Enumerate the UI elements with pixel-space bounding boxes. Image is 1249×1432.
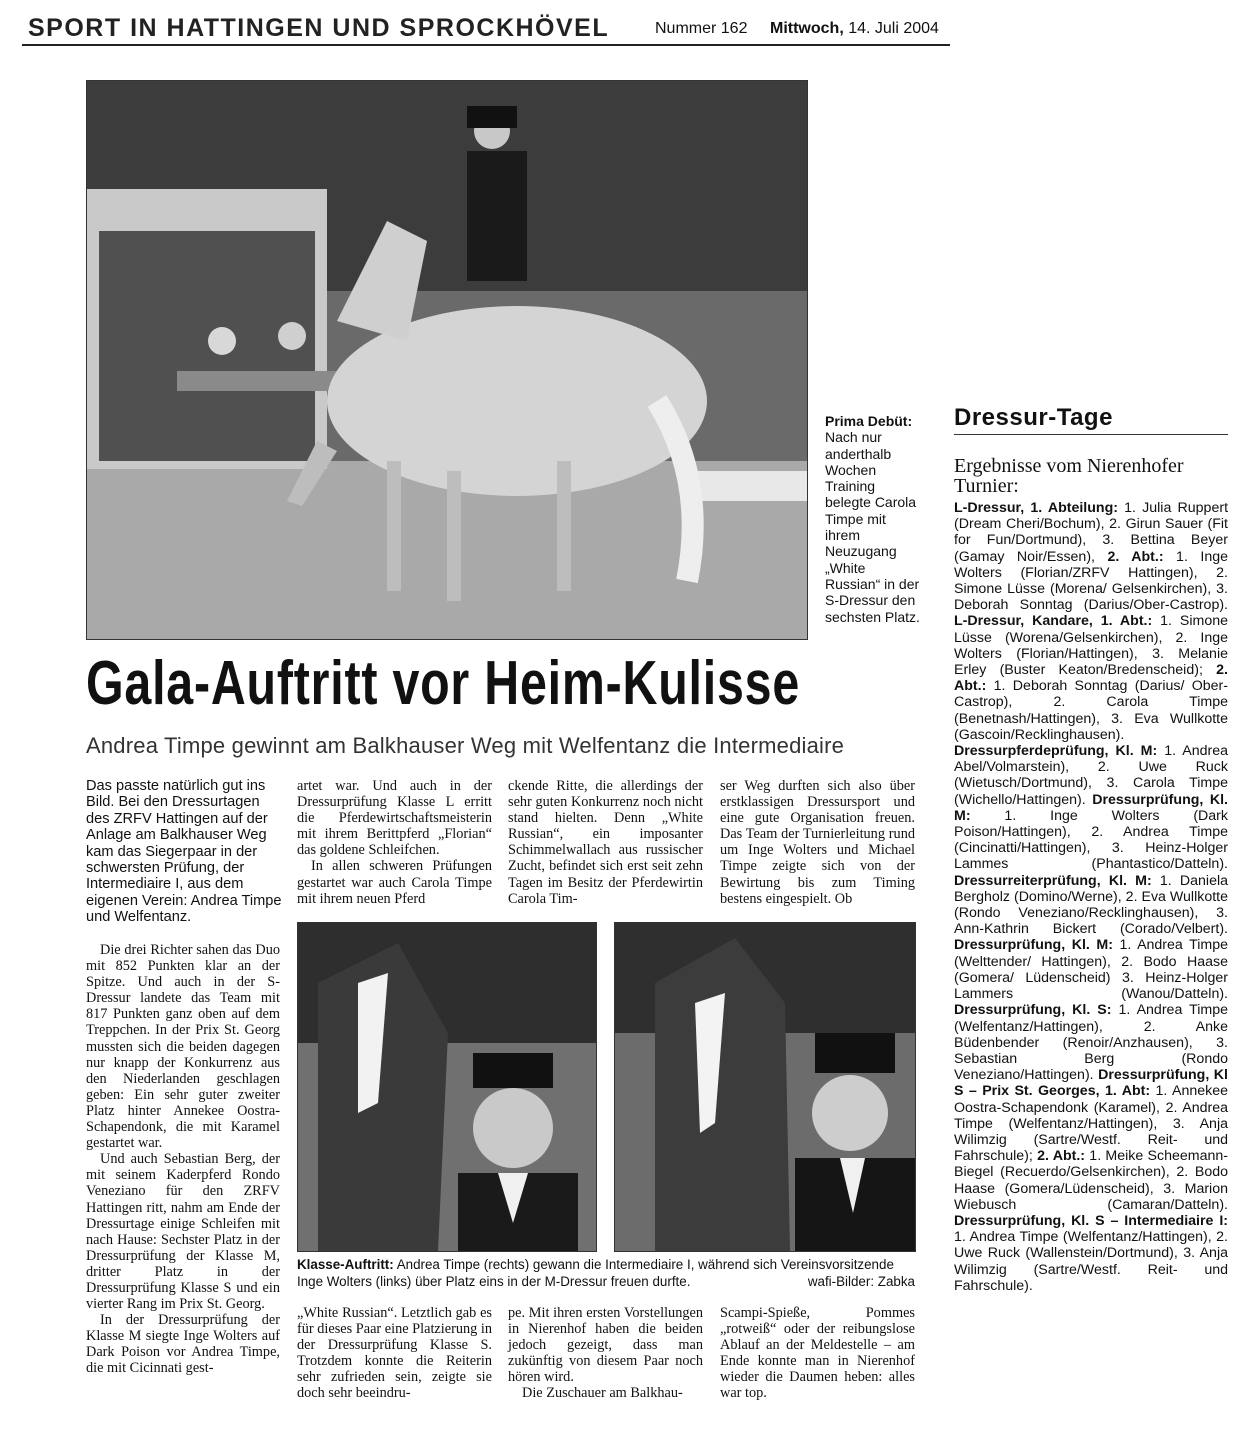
result-text: 1. Andrea Timpe (Welfentanz/Hattingen), 2. Uwe Ruck (Wallenstein/Dortmund), 3. Anja Wilimzig (Sartre/Westf. Reit- und Fahrschule). [954, 1229, 1228, 1294]
col1-paragraph-2: Und auch Sebastian Berg, der mit seinem Kaderpferd Rondo Veneziano für den ZRFV Hattingen ritt, nahm am Ende der Dressurtage einige Schleifen mit nach Hause: Sechster Platz in der Dressurprüfung der Klasse M, dritter Platz in der Dressurprüfung Klasse S und ein vierter Rang im Prix St. Georg. [86, 1151, 280, 1313]
result-text: 1. Meike Scheemann-Biegel (Recuerdo/Gelsenkirchen), 2. Bodo Haase (Gomera/Lüdenscheid), 3. Marion Wiebusch (Camaran/Datteln). [954, 1148, 1228, 1213]
result-heading: 2. Abt.: [954, 662, 1228, 695]
lead-paragraph: Das passte natürlich gut ins Bild. Bei den Dressurtagen des ZRFV Hattingen auf der Anlage am Balkhauser Weg kam das Siegerpaar in der schwersten Prüfung, der Intermediaire I, aus dem eigenen Verein: Andrea Timpe und Welfentanz. [86, 778, 282, 926]
col2-paragraph-1: artet war. Und auch in der Dressurprüfung Klasse L erritt die Pferdewirtschaftsmeisterin mit ihrem Berittpferd „Florian“ das goldene Schleifchen. [297, 778, 492, 859]
result-heading: L-Dressur, 1. Abteilung: [954, 500, 1118, 516]
result-text: 1. Daniela Bergholz (Domino/Werne), 2. Eva Wullkotte (Rondo Veneziano/Recklinghausen), 3. Ann-Kathrin Bickert (Corado/Velbert). [954, 872, 1228, 938]
main-photo [86, 80, 808, 640]
result-text: 1. Deborah Sonntag (Darius/ Ober-Castrop), 2. Carola Timpe (Benetnash/Hattingen), 3. Eva Wullkotte (Gascoin/Recklinghausen). [954, 678, 1228, 743]
main-photo-graphic [87, 81, 807, 639]
main-caption-bold: Prima Debüt: [825, 413, 913, 429]
result-heading: 2. Abt.: [1037, 1148, 1086, 1165]
bottom-caption-text: Andrea Timpe (rechts) gewann die Intermediaire I, während sich Vereinsvorsitzende Inge Wolters (links) über Platz eins in der M-Dressur freuen durfte. [297, 1257, 894, 1289]
bottom-photo-right [614, 922, 916, 1252]
sidebar-results [954, 500, 1228, 1294]
issue-number: Nummer 162 [655, 20, 748, 37]
result-heading: Dressurprüfung, Kl. S – Intermediaire I: [954, 1212, 1228, 1229]
result-heading: Dressurprüfung, Kl. M: [954, 791, 1228, 824]
result-text: 1. Annekee Oostra-Schapendonk (Karamel), 2. Andrea Timpe (Welfentanz/Hattingen), 3. Anja Wilimzig (Sartre/Westf. Reit- und Fahrschule); [954, 1083, 1228, 1165]
result-heading: Dressurreiterprüfung, Kl. M: [954, 872, 1152, 889]
result-text: 1. Andrea Timpe (Welttender/ Hattingen), 2. Bodo Haase (Gomera/ Lüdenscheid) 3. Heinz-Holger Lammers (Wanou/Datteln). [954, 937, 1228, 1003]
col3-paragraph-2: pe. Mit ihren ersten Vorstellungen in Nierenhof haben die beiden jedoch gezeigt, dass man zukünftig von diesem Paar noch hören wird. [508, 1305, 703, 1386]
subheadline: Andrea Timpe gewinnt am Balkhauser Weg mit Welfentanz die Intermediaire [86, 733, 845, 758]
article-column-2-top [297, 778, 492, 907]
bottom-photo-caption [297, 1256, 915, 1290]
article-column-4-top [720, 778, 915, 907]
issue-date [770, 20, 939, 38]
date: 14. Juli 2004 [848, 20, 939, 37]
section-title: SPORT IN HATTINGEN UND SPROCKHÖVEL [28, 14, 610, 42]
article-column-1 [86, 942, 280, 1377]
sidebar-intro: Ergebnisse vom Nierenhofer Turnier: [954, 455, 1184, 497]
article-column-2-bottom [297, 1305, 492, 1402]
result-text: 1. Simone Lüsse (Worena/Gelsenkirchen), 2. Inge Wolters (Florian/Hattingen), 3. Melanie Erley (Buster Keaton/Bredenscheid); [954, 613, 1228, 679]
col2-paragraph-2: In allen schweren Prüfungen gestartet war auch Carola Timpe mit ihrem neuen Pferd [297, 858, 492, 907]
col3-paragraph-1: ckende Ritte, die allerdings der sehr guten Konkurrenz noch nicht stand hielten. Denn „White Russian“, ein imposanter Schimmelwallach aus russischer Zucht, befindet sich erst seit zehn Tagen im Besitz der Pferdewirtin Carola Tim- [508, 778, 703, 907]
col1-paragraph-1: Die drei Richter sahen das Duo mit 852 Punkten klar an der Spitze. Und auch in der S-Dressur landete das Team mit 817 Punkten ganz oben auf dem Treppchen. In der Prix St. Georg mussten sich die beiden dagegen nur knapp der Konkurrenz aus den Niederlanden geschlagen geben: Ein sehr guter zweiter Platz hinter Annekee Oostra-Schapendonk, die mit Karamel gestartet war. [86, 942, 280, 1152]
result-text: 1. Andrea Abel/Volmarstein), 2. Uwe Ruck (Wietusch/Dortmund), 3. Carola Timpe (Wichello/Hattingen). [954, 743, 1228, 808]
article-column-3-bottom [508, 1305, 703, 1402]
main-caption-text: Nach nur anderthalb Wochen Training belegte Carola Timpe mit ihrem Neuzugang „White Russian“ in der S-Dressur den sechsten Platz. [825, 429, 920, 625]
sidebar-rule [954, 434, 1228, 435]
article-column-4-bottom [720, 1305, 915, 1402]
result-heading: Dressurprüfung, Kl S – Prix St. Georges, 1. Abt: [954, 1067, 1228, 1100]
sidebar-title: Dressur-Tage [954, 404, 1113, 431]
result-heading: Dressurprüfung, Kl. M: [954, 937, 1113, 954]
header-rule [22, 44, 950, 46]
result-heading: Dressurprüfung, Kl. S: [954, 1002, 1112, 1019]
result-text: 1. Julia Ruppert (Dream Cheri/Bochum), 2. Girun Sauer (Fit for Fun/Dortmund), 3. Bettina Beyer (Gamay Noir/Essen), [954, 500, 1229, 565]
col2-paragraph-3: „White Russian“. Letztlich gab es für dieses Paar eine Platzierung in der Dressurprüfung Klasse S. Trotzdem konnte die Reiterin sehr zufrieden sein, zeigte sie doch sehr beeindru- [297, 1305, 492, 1402]
col1-paragraph-3: In der Dressurprüfung der Klasse M siegte Inge Wolters auf Dark Poison vor Andrea Timpe, die mit Cicinnati gest- [86, 1312, 280, 1377]
bottom-photo-right-graphic [615, 923, 915, 1251]
result-text: 1. Inge Wolters (Dark Poison/Hattingen), 2. Andrea Timpe (Cincinatti/Hattingen), 3. Heinz-Holger Lammes (Phantastico/Datteln). [954, 807, 1228, 873]
bottom-photo-left [297, 922, 597, 1252]
result-heading: Dressurpferdeprüfung, Kl. M: [954, 743, 1158, 760]
photo-credit: wafi-Bilder: Zabka [807, 1274, 915, 1289]
article-column-3-top [508, 778, 703, 907]
result-text: 1. Andrea Timpe (Welfentanz/Hattingen), 2. Anke Büdenbender (Renoir/Anzhausen), 3. Sebastian Berg (Rondo Veneziano/Hattingen). [954, 1002, 1228, 1084]
weekday: Mittwoch, [770, 20, 844, 37]
headline: Gala-Auftritt vor Heim-Kulisse [86, 649, 801, 718]
result-text: 1. Inge Wolters (Florian/ZRFV Hattingen), 2. Simone Lüsse (Morena/ Gelsenkirchen), 3. Deborah Sonntag (Darius/Ober-Castrop). [954, 548, 1228, 614]
col3-paragraph-3: Die Zuschauer am Balkhau- [522, 1385, 683, 1402]
result-heading: 2. Abt.: [1107, 548, 1164, 565]
bottom-caption-bold: Klasse-Auftritt: [297, 1257, 394, 1272]
result-heading: L-Dressur, Kandare, 1. Abt.: [954, 613, 1153, 630]
col4-paragraph-1: ser Weg durften sich also über erstklassigen Dressursport und eine gute Organisation freuen. Das Team der Turnierleitung rund um Inge Wolters und Michael Timpe zeigte sich von der Bewirtung bis zum Timing bestens eingespielt. Ob [720, 778, 915, 907]
col4-paragraph-2: Scampi-Spieße, Pommes „rotweiß“ oder der reibungslose Ablauf an der Meldestelle – am Ende konnte man in Nierenhof wieder die Daumen heben: alles war top. [720, 1305, 915, 1402]
bottom-photo-left-graphic [298, 923, 596, 1251]
main-photo-caption [825, 413, 920, 625]
article-lead [86, 778, 282, 926]
